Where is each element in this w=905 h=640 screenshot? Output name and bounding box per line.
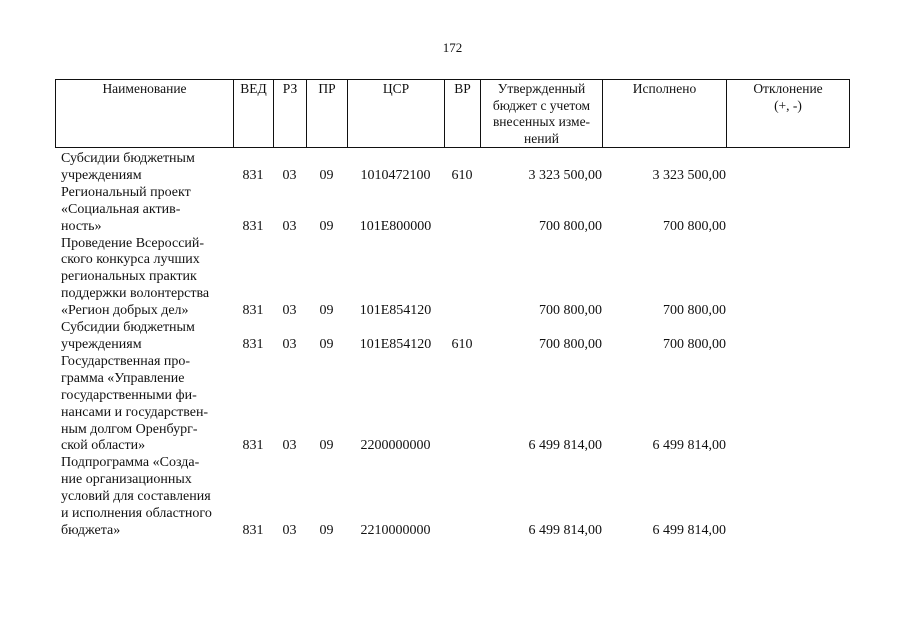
row-rz: 03: [282, 218, 297, 234]
row-ved: 831: [242, 218, 264, 234]
row-rz: 03: [282, 303, 297, 319]
header-budget-line: нений: [524, 130, 559, 146]
row-name-line: Субсидии бюджетным: [61, 320, 195, 336]
row-ved: 831: [242, 336, 264, 352]
row-name: [55, 236, 233, 321]
row-name-line: Проведение Всероссий-: [61, 235, 205, 251]
row-pr: 09: [319, 303, 334, 319]
row-done: 6 499 814,00: [652, 522, 726, 538]
row-ved: 831: [242, 303, 264, 319]
table-row: [55, 151, 860, 185]
row-ved: 831: [242, 167, 264, 183]
header-row: [56, 80, 850, 148]
row-name-line: ние организационных: [61, 472, 192, 488]
row-pr: 09: [319, 336, 334, 352]
row-csr: 2200000000: [360, 438, 431, 454]
row-name-line: учреждениям: [61, 167, 142, 183]
row-name-line: ным долгом Оренбург-: [61, 421, 198, 437]
row-budget: 700 800,00: [539, 303, 602, 319]
row-csr: 101Е854120: [359, 303, 432, 319]
row-name-line: ского конкурса лучших: [61, 252, 200, 268]
header-done: Исполнено: [603, 80, 727, 148]
table-body: [55, 151, 860, 540]
row-name: [55, 185, 233, 236]
row-name-line: нансами и государствен-: [61, 404, 209, 420]
row-name-line: условий для составления: [61, 489, 211, 505]
row-name-line: Государственная про-: [61, 353, 191, 369]
table-row: [55, 320, 860, 354]
row-rz: 03: [282, 336, 297, 352]
row-name-line: поддержки волонтерства: [61, 286, 210, 302]
row-name: [55, 151, 233, 185]
row-pr: 09: [319, 218, 334, 234]
header-ved: ВЕД: [234, 80, 274, 148]
row-ved: 831: [242, 522, 264, 538]
header-pr: ПР: [307, 80, 348, 148]
table-row: [55, 354, 860, 455]
header-rz: РЗ: [274, 80, 307, 148]
row-name-line: Подпрограмма «Созда-: [61, 455, 200, 471]
row-name-line: и исполнения областного: [61, 506, 212, 522]
header-deviation: [727, 80, 850, 148]
header-csr: ЦСР: [348, 80, 445, 148]
row-budget: 700 800,00: [539, 218, 602, 234]
row-csr: 101Е800000: [359, 218, 432, 234]
row-pr: 09: [319, 522, 334, 538]
row-done: 3 323 500,00: [652, 167, 726, 183]
row-name-line: Региональный проект: [61, 184, 191, 200]
row-name-line: региональных практик: [61, 269, 197, 285]
row-rz: 03: [282, 167, 297, 183]
header-budget-line: Утвержденный: [497, 81, 586, 96]
row-pr: 09: [319, 167, 334, 183]
table-row: [55, 455, 860, 540]
row-done: 700 800,00: [663, 303, 726, 319]
header-budget: [481, 80, 603, 148]
header-budget-line: внесенных изме-: [492, 114, 591, 129]
row-name: [55, 455, 233, 540]
row-csr: 101Е854120: [359, 336, 432, 352]
row-name-line: Субсидии бюджетным: [61, 151, 195, 166]
row-name-line: ской области»: [61, 438, 146, 454]
row-name-line: учреждениям: [61, 336, 142, 352]
header-deviation-line: Отклонение: [753, 81, 823, 96]
row-vr: 610: [451, 167, 473, 183]
row-budget: 700 800,00: [539, 336, 602, 352]
row-name: [55, 354, 233, 455]
header-budget-line: бюджет с учетом: [492, 97, 591, 113]
table-row: [55, 185, 860, 236]
row-ved: 831: [242, 438, 264, 454]
row-csr: 1010472100: [360, 167, 431, 183]
row-csr: 2210000000: [360, 522, 431, 538]
header-vr: ВР: [445, 80, 481, 148]
header-name: Наименование: [56, 80, 234, 148]
table-header: [55, 79, 850, 148]
row-done: 700 800,00: [663, 336, 726, 352]
row-pr: 09: [319, 438, 334, 454]
page-number: 172: [442, 40, 463, 55]
row-budget: 6 499 814,00: [528, 438, 602, 454]
row-done: 700 800,00: [663, 218, 726, 234]
row-rz: 03: [282, 438, 297, 454]
row-name: [55, 320, 233, 354]
row-name-line: государственными фи-: [61, 387, 197, 403]
row-done: 6 499 814,00: [652, 438, 726, 454]
row-name-line: «Регион добрых дел»: [61, 303, 189, 319]
row-rz: 03: [282, 522, 297, 538]
row-name-line: «Социальная актив-: [61, 201, 181, 217]
row-vr: 610: [451, 336, 473, 352]
row-name-line: бюджета»: [61, 522, 121, 538]
header-deviation-line: (+, -): [774, 97, 802, 113]
table-row: [55, 236, 860, 321]
row-name-line: ность»: [61, 218, 102, 234]
row-name-line: грамма «Управление: [61, 370, 185, 386]
row-budget: 3 323 500,00: [528, 167, 602, 183]
row-budget: 6 499 814,00: [528, 522, 602, 538]
